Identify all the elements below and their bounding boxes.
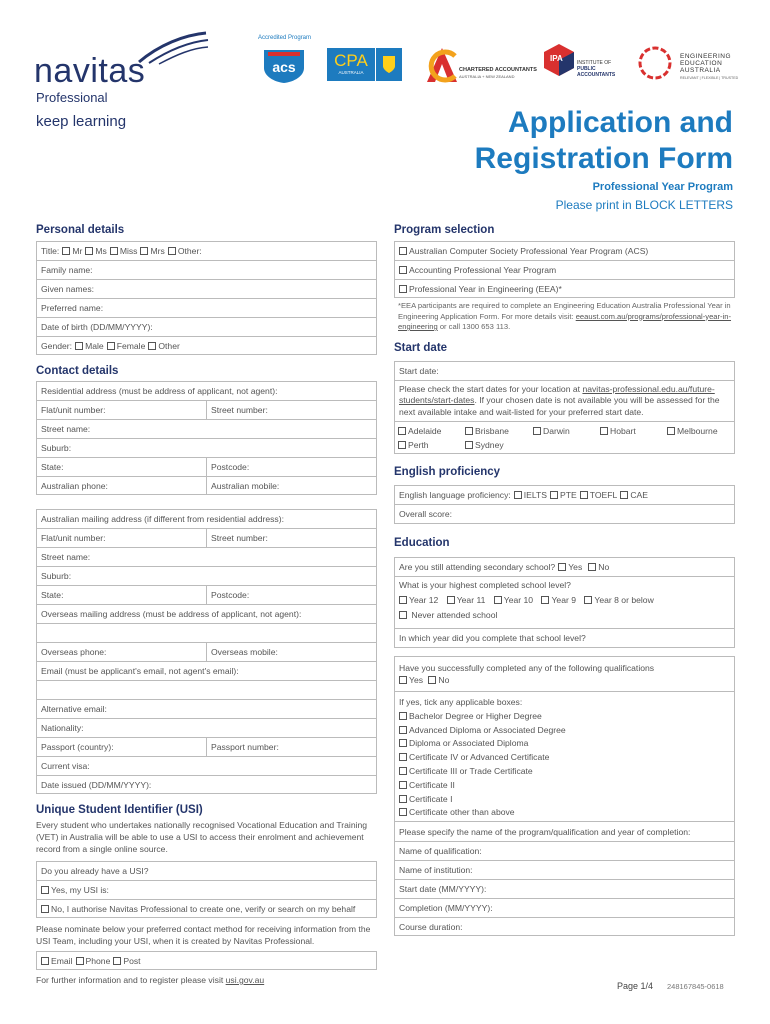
qual-checkbox[interactable] — [399, 726, 407, 734]
qual-no-checkbox[interactable] — [428, 676, 436, 684]
test-pte-checkbox[interactable] — [550, 491, 558, 499]
test-ielts-checkbox[interactable] — [514, 491, 522, 499]
opt-label: Perth — [408, 440, 429, 450]
overall-score-field[interactable]: Overall score: — [394, 504, 735, 524]
qualification-name-field[interactable]: Name of qualification: — [394, 841, 735, 860]
ea-l1: ENGINEERING — [680, 53, 732, 60]
program-accounting-option[interactable] — [394, 260, 735, 279]
crest-icon — [381, 54, 397, 74]
opt-label: Certificate II — [409, 779, 455, 790]
opt-label: TOEFL — [589, 490, 618, 500]
right-column — [394, 224, 735, 936]
opt-label: Other: — [177, 246, 202, 256]
passport-number-field[interactable]: Passport number: — [207, 737, 377, 756]
qual-option[interactable] — [399, 737, 730, 751]
method-post-checkbox[interactable] — [113, 957, 121, 965]
contact-heading: Contact details — [36, 365, 119, 377]
opt-label: Melbourne — [677, 426, 718, 436]
opt-label: Sydney — [475, 440, 504, 450]
opt-label: Professional Year in Engineering (EEA)* — [409, 283, 562, 294]
usi-further-info — [36, 975, 377, 985]
form-code: 248167845-0618 — [667, 982, 724, 991]
opt-label: Hobart — [610, 426, 636, 436]
opt-label: Male — [85, 340, 104, 351]
qualifications-label: Have you successfully completed any of the following qualifications — [399, 663, 655, 673]
highest-level-box — [394, 576, 735, 628]
city-checkbox[interactable] — [398, 441, 406, 449]
mail-state-field[interactable]: State: — [36, 585, 207, 604]
flat-field[interactable]: Flat/unit number: — [36, 400, 207, 419]
ea-l4: RELEVANT | FLEXIBLE | TRUSTED — [680, 76, 739, 80]
opt-label: Year 9 — [551, 595, 576, 605]
city-checkbox[interactable] — [667, 427, 675, 435]
start-info-pre: Please check the start dates for your location at — [399, 383, 583, 394]
program-acs-option[interactable] — [394, 241, 735, 260]
qual-checkbox[interactable] — [399, 767, 407, 775]
acs-text: acs — [272, 59, 296, 75]
subtitle: Professional Year Program — [592, 181, 733, 193]
postcode-field[interactable]: Postcode: — [207, 457, 377, 476]
city-checkbox[interactable] — [398, 427, 406, 435]
ipa-l2: PUBLIC — [577, 66, 596, 72]
accredited-label: Accredited Program — [258, 35, 312, 41]
ca-mark-icon — [425, 46, 459, 84]
qual-checkbox[interactable] — [399, 808, 407, 816]
usi-contact-methods[interactable] — [36, 951, 377, 970]
opt-label: Year 8 or below — [594, 595, 654, 605]
usi-yes-label: Yes, my USI is: — [51, 885, 109, 895]
usi-nominate: Please nominate below your preferred contact method for receiving information from the USI Team, including your USI, when it is created by Navitas Professional. — [36, 924, 371, 946]
gender-male-checkbox[interactable] — [75, 342, 83, 350]
ipa-l3: ACCOUNTANTS — [577, 72, 616, 78]
email-field[interactable] — [36, 680, 377, 699]
qual-checkbox[interactable] — [399, 781, 407, 789]
institution-field[interactable]: Name of institution: — [394, 860, 735, 879]
opt-label: Miss — [119, 246, 138, 256]
usi-heading: Unique Student Identifier (USI) — [36, 804, 203, 816]
opt-label: CAE — [630, 490, 648, 500]
opt-label: Ms — [95, 246, 107, 256]
title-miss-checkbox[interactable] — [110, 247, 118, 255]
opt-label: Bachelor Degree or Higher Degree — [409, 710, 542, 721]
city-sydney[interactable] — [465, 440, 504, 450]
english-label: English language proficiency: — [399, 490, 511, 500]
level-8-checkbox[interactable] — [584, 596, 592, 604]
page-number: Page 1/4 — [617, 981, 654, 991]
acs-logo — [260, 48, 308, 84]
opt-label: Email — [51, 955, 73, 966]
dob-field[interactable]: Date of birth (DD/MM/YYYY): — [36, 317, 377, 336]
opt-label: Post — [123, 955, 141, 966]
qual-option[interactable] — [399, 793, 730, 807]
opt-label: Female — [116, 340, 146, 351]
opt-label: Year 11 — [456, 595, 486, 605]
opt-label: Year 10 — [503, 595, 534, 605]
overseas-phone-field[interactable]: Overseas phone: — [36, 642, 207, 661]
street-name-field[interactable]: Street name: — [36, 419, 377, 438]
city-checkbox[interactable] — [465, 427, 473, 435]
given-names-field[interactable]: Given names: — [36, 279, 377, 298]
city-darwin[interactable] — [533, 426, 570, 436]
secondary-no-checkbox[interactable] — [588, 563, 596, 571]
never-option — [399, 610, 730, 620]
overseas-address-field[interactable] — [36, 623, 377, 642]
ipa-text: IPA — [550, 54, 563, 63]
city-checkbox[interactable] — [465, 441, 473, 449]
program-accounting-checkbox[interactable] — [399, 266, 407, 274]
title-other-checkbox[interactable] — [168, 247, 176, 255]
eea-note-end: or call 1300 653 113. — [437, 322, 511, 331]
specify-label: Please specify the name of the program/qualification and year of completion: — [394, 822, 735, 841]
preferred-name-field[interactable]: Preferred name: — [36, 298, 377, 317]
opt-label: Year 12 — [409, 595, 439, 605]
cpa-sub: AUSTRALIA — [338, 70, 364, 75]
eea-note-text: *EEA participants are required to complete an Engineering Education Australia Professional Year in Engineering Application Form. For more details visit: — [398, 301, 731, 321]
secondary-label: Are you still attending secondary school? — [399, 562, 556, 572]
cpa-text: CPA — [334, 51, 368, 70]
secondary-yes-checkbox[interactable] — [558, 563, 566, 571]
left-column — [36, 224, 377, 985]
instruction: Please print in BLOCK LETTERS — [555, 198, 733, 212]
title-mr-checkbox[interactable] — [62, 247, 70, 255]
email-label: Email (must be applicant's email, not agent's email): — [36, 661, 377, 680]
qual-option[interactable] — [399, 779, 730, 793]
qual-checkbox[interactable] — [399, 712, 407, 720]
program-heading: Program selection — [394, 224, 495, 236]
method-email-checkbox[interactable] — [41, 957, 49, 965]
usi-intro: Every student who undertakes nationally recognised Vocational Education and Training (VET) in Australia will be able to use a USI to access their enrolment and achievement record from a single online source. — [36, 820, 368, 854]
mail-postcode-field[interactable]: Postcode: — [207, 585, 377, 604]
opt-label: Certificate other than above — [409, 807, 515, 818]
opt-label: Mrs — [150, 246, 165, 256]
program-acs-checkbox[interactable] — [399, 247, 407, 255]
ea-l3: AUSTRALIA — [680, 67, 721, 74]
opt-label: Certificate IV or Advanced Certificate — [409, 752, 550, 763]
usi-yes-checkbox[interactable] — [41, 886, 49, 894]
city-hobart[interactable] — [600, 426, 636, 436]
completion-year-field[interactable]: In which year did you complete that school level? — [394, 628, 735, 648]
qual-checkbox[interactable] — [399, 795, 407, 803]
gender-other-checkbox[interactable] — [148, 342, 156, 350]
secondary-field[interactable] — [394, 557, 735, 576]
tagline: keep learning — [36, 113, 127, 130]
navitas-logo — [34, 30, 214, 120]
mail-suburb-field[interactable]: Suburb: — [36, 566, 377, 585]
ea-l2: EDUCATION — [680, 60, 723, 67]
level-9-checkbox[interactable] — [541, 596, 549, 604]
qual-option[interactable] — [399, 806, 730, 820]
family-name-field[interactable]: Family name: — [36, 260, 377, 279]
opt-label: Certificate I — [409, 793, 453, 804]
if-yes-label: If yes, tick any applicable boxes: — [399, 697, 523, 707]
education-heading: Education — [394, 537, 450, 549]
mail-street-number-field[interactable]: Street number: — [207, 528, 377, 547]
title-line-2: Registration Form — [474, 142, 733, 175]
program-eea-option[interactable] — [394, 279, 735, 298]
start-date-mm-field[interactable]: Start date (MM/YYYY): — [394, 879, 735, 898]
city-adelaide[interactable] — [398, 426, 441, 436]
title-label: Title: — [41, 246, 60, 256]
ea-ring-icon — [636, 44, 674, 82]
never-attended-checkbox[interactable] — [399, 611, 407, 619]
city-checkbox[interactable] — [600, 427, 608, 435]
city-melbourne[interactable] — [667, 426, 718, 436]
usi-question: Do you already have a USI? — [36, 861, 377, 880]
qualifications-list — [394, 692, 735, 822]
opt-label: Certificate III or Trade Certificate — [409, 765, 533, 776]
nationality-field[interactable]: Nationality: — [36, 718, 377, 737]
opt-label: Phone — [85, 955, 111, 966]
gender-label: Gender: — [41, 340, 73, 351]
duration-field[interactable]: Course duration: — [394, 917, 735, 936]
city-perth[interactable] — [398, 440, 429, 450]
city-options — [394, 421, 735, 454]
usi-no-label: No, I authorise Navitas Professional to create one, verify or search on my behalf — [51, 903, 356, 914]
usi-no-option[interactable] — [36, 899, 377, 918]
mail-flat-field[interactable]: Flat/unit number: — [36, 528, 207, 547]
eea-link[interactable]: eeaust.com.au/programs/professional-year-in-engineering — [398, 311, 732, 331]
ca-line2: AUSTRALIA + NEW ZEALAND — [459, 74, 515, 79]
overseas-mobile-field[interactable]: Overseas mobile: — [207, 642, 377, 661]
street-number-field[interactable]: Street number: — [207, 400, 377, 419]
passport-country-field[interactable]: Passport (country): — [36, 737, 207, 756]
start-dates-link[interactable]: navitas-professional.edu.au/future-students/start-dates — [399, 383, 715, 405]
eea-note — [394, 298, 735, 333]
usi-link[interactable]: usi.gov.au — [225, 975, 265, 985]
ipa-l1: INSTITUTE OF — [577, 60, 612, 66]
opt-label: Never attended school — [411, 610, 498, 620]
title-mrs-checkbox[interactable] — [140, 247, 148, 255]
ea-logo — [636, 44, 746, 88]
title-line-1: Application and — [508, 106, 733, 139]
program-eea-checkbox[interactable] — [399, 285, 407, 293]
opt-label: No — [598, 562, 610, 572]
ca-line1: CHARTERED ACCOUNTANTS — [459, 67, 537, 73]
cpa-logo — [327, 48, 402, 81]
method-phone-checkbox[interactable] — [76, 957, 84, 965]
header — [0, 0, 770, 215]
opt-label: No — [438, 675, 450, 685]
city-brisbane[interactable] — [465, 426, 509, 436]
gender-female-checkbox[interactable] — [107, 342, 115, 350]
opt-label: Yes — [568, 562, 583, 572]
qual-option[interactable] — [399, 751, 730, 765]
ca-logo — [425, 46, 545, 86]
start-date-field[interactable]: Start date: — [394, 361, 735, 380]
usi-yes-option[interactable] — [36, 880, 377, 899]
opt-label: IELTS — [523, 490, 548, 500]
start-info-post: . If your chosen date is not available you will be assessed for the next available intake and wait-listed for your preferred start date. — [399, 395, 720, 417]
level-12-checkbox[interactable] — [399, 596, 407, 604]
qual-option[interactable] — [399, 710, 730, 724]
qualifications-question — [394, 656, 735, 692]
opt-label: Other — [158, 340, 180, 351]
opt-label: Adelaide — [408, 426, 442, 436]
opt-label: Accounting Professional Year Program — [409, 265, 557, 275]
english-proficiency-field[interactable] — [394, 485, 735, 504]
start-heading: Start date — [394, 341, 448, 354]
brand-name: navitas — [34, 52, 146, 90]
qual-checkbox[interactable] — [399, 753, 407, 761]
level-10-checkbox[interactable] — [494, 596, 502, 604]
usi-no-checkbox[interactable] — [41, 905, 49, 913]
au-phone-field[interactable]: Australian phone: — [36, 476, 207, 495]
qual-option[interactable] — [399, 765, 730, 779]
brand-sub: Professional — [36, 90, 108, 105]
state-field[interactable]: State: — [36, 457, 207, 476]
opt-label: Brisbane — [475, 426, 509, 436]
english-heading: English proficiency — [394, 466, 501, 478]
visa-field[interactable]: Current visa: — [36, 756, 377, 775]
usi-further-text: For further information and to register please visit — [36, 975, 226, 985]
qualifications-yes-no — [399, 674, 730, 686]
title-ms-checkbox[interactable] — [85, 247, 93, 255]
opt-label: Darwin — [543, 426, 570, 436]
start-info — [394, 380, 735, 422]
res-address-label: Residential address (must be address of applicant, not agent): — [36, 381, 377, 400]
test-cae-checkbox[interactable] — [620, 491, 628, 499]
gender-field[interactable] — [36, 336, 377, 355]
level-11-checkbox[interactable] — [447, 596, 455, 604]
opt-label: Mr — [72, 246, 83, 256]
opt-label: PTE — [560, 490, 577, 500]
suburb-field[interactable]: Suburb: — [36, 438, 377, 457]
opt-label: Diploma or Associated Diploma — [409, 738, 529, 749]
au-mobile-field[interactable]: Australian mobile: — [207, 476, 377, 495]
test-toefl-checkbox[interactable] — [580, 491, 588, 499]
navitas-swoosh-icon — [134, 30, 209, 65]
mail-address-label: Australian mailing address (if different from residential address): — [36, 509, 377, 528]
completion-field[interactable]: Completion (MM/YYYY): — [394, 898, 735, 917]
date-issued-field[interactable]: Date issued (DD/MM/YYYY): — [36, 775, 377, 794]
ipa-logo — [544, 44, 624, 88]
qual-yes-checkbox[interactable] — [399, 676, 407, 684]
opt-label: Advanced Diploma or Associated Degree — [409, 724, 566, 735]
personal-heading: Personal details — [36, 224, 125, 236]
alt-email-field[interactable]: Alternative email: — [36, 699, 377, 718]
level-options — [399, 595, 730, 605]
title-field[interactable] — [36, 241, 377, 260]
highest-label: What is your highest completed school level? — [399, 580, 571, 590]
opt-label: Australian Computer Society Professional Year Program (ACS) — [409, 246, 649, 256]
city-checkbox[interactable] — [533, 427, 541, 435]
overseas-address-label: Overseas mailing address (must be address of applicant, not agent): — [36, 604, 377, 623]
qual-checkbox[interactable] — [399, 739, 407, 747]
opt-label: Yes — [409, 675, 424, 685]
mail-street-name-field[interactable]: Street name: — [36, 547, 377, 566]
qual-option[interactable] — [399, 724, 730, 738]
